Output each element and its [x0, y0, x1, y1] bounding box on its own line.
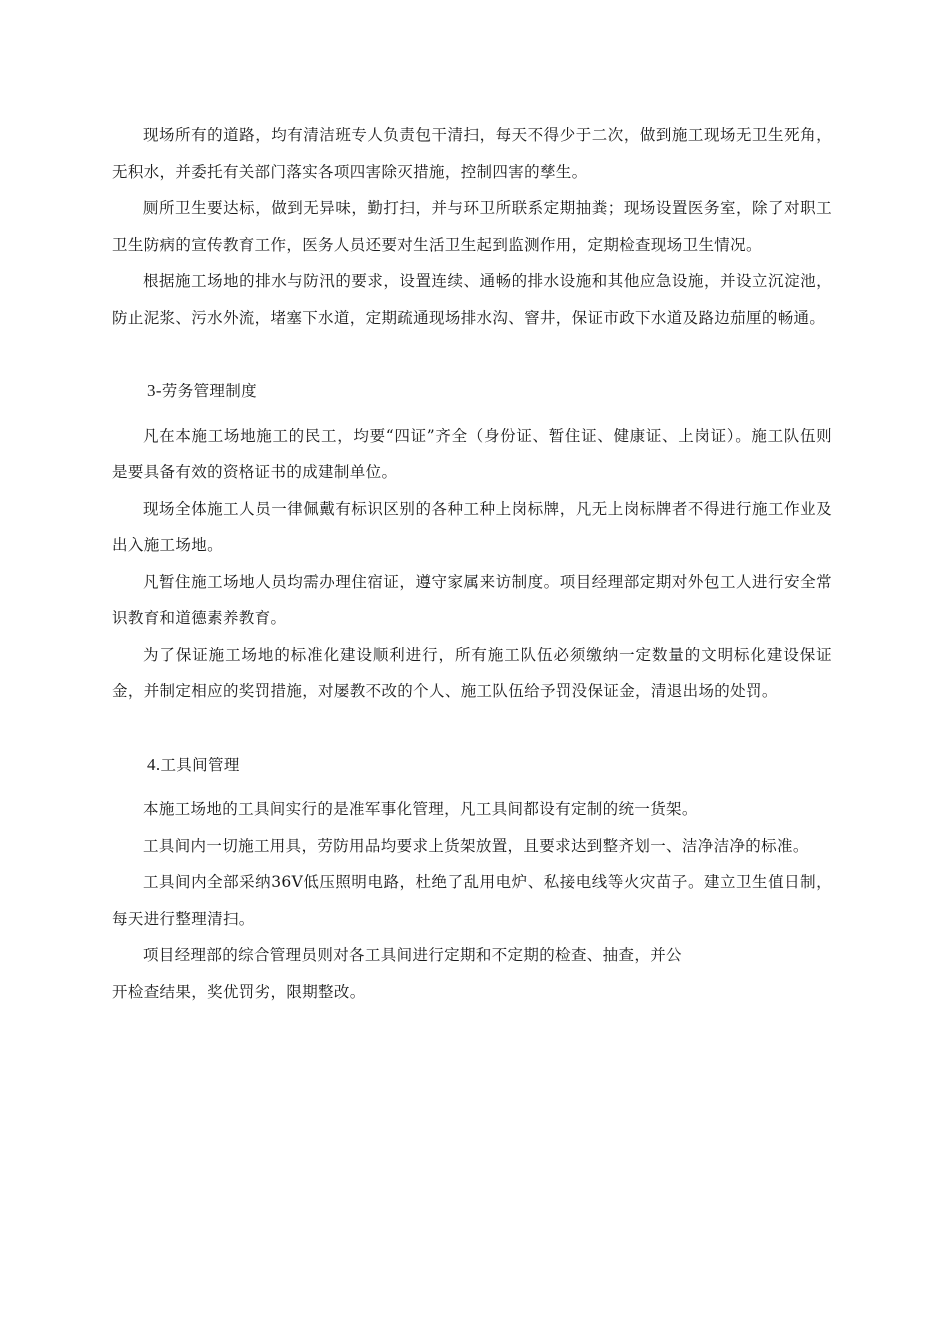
section-sanitation	[112, 117, 832, 336]
section-title: 劳务管理制度	[161, 382, 257, 400]
paragraph: 工具间内一切施工用具，劳防用品均要求上货架放置，且要求达到整齐划一、洁净洁净的标准。	[143, 836, 809, 855]
section-number: 3-	[147, 381, 162, 400]
paragraph	[112, 937, 832, 1010]
section-heading	[112, 747, 832, 784]
paragraph-line: 项目经理部的综合管理员则对各工具间进行定期和不定期的检查、抽查，并公	[143, 946, 682, 964]
section-title: 工具间管理	[160, 755, 240, 774]
paragraph: 凡暂住施工场地人员均需办理住宿证，遵守家属来访制度。项目经理部定期对外包工人进行安全常识教育和道德素养教育。	[112, 572, 832, 627]
paragraph: 本施工场地的工具间实行的是准军事化管理，凡工具间都设有定制的统一货架。	[143, 800, 698, 818]
section-heading	[112, 373, 832, 410]
paragraph: 现场所有的道路，均有清洁班专人负责包干清扫，每天不得少于二次，做到施工现场无卫生死角，无积水，并委托有关部门落实各项四害除灭措施，控制四害的孳生。	[112, 126, 832, 181]
paragraph: 现场全体施工人员一律佩戴有标识区别的各种工种上岗标牌，凡无上岗标牌者不得进行施工作业及出入施工场地。	[112, 499, 832, 554]
paragraph: 根据施工场地的排水与防汛的要求，设置连续、通畅的排水设施和其他应急设施，并设立沉淀池，防止泥浆、污水外流，堵塞下水道，定期疏通现场排水沟、窨井，保证市政下水道及路边茄厘的畅通。	[112, 272, 832, 327]
paragraph-line: 开检查结果，奖优罚劣，限期整改。	[112, 982, 366, 1001]
paragraph: 凡在本施工场地施工的民工，均要“四证”齐全（身份证、暂住证、健康证、上岗证）。施工队伍则是要具备有效的资格证书的成建制单位。	[112, 426, 832, 481]
section-tool-room-management	[112, 747, 832, 1011]
paragraph: 工具间内全部采纳36V低压照明电路，杜绝了乱用电炉、私接电线等火灾苗子。建立卫生值日制，每天进行整理清扫。	[112, 873, 832, 928]
paragraph: 为了保证施工场地的标准化建设顺利进行，所有施工队伍必须缴纳一定数量的文明标化建设保证金，并制定相应的奖罚措施，对屡教不改的个人、施工队伍给予罚没保证金，清退出场的处罚。	[112, 645, 832, 700]
section-number: 4.	[147, 754, 161, 774]
section-labor-management	[112, 373, 832, 710]
paragraph: 厕所卫生要达标，做到无异味，勤打扫，并与环卫所联系定期抽粪；现场设置医务室，除了对职工卫生防病的宣传教育工作，医务人员还要对生活卫生起到监测作用，定期检查现场卫生情况。	[112, 199, 832, 254]
document-page	[112, 117, 832, 1010]
